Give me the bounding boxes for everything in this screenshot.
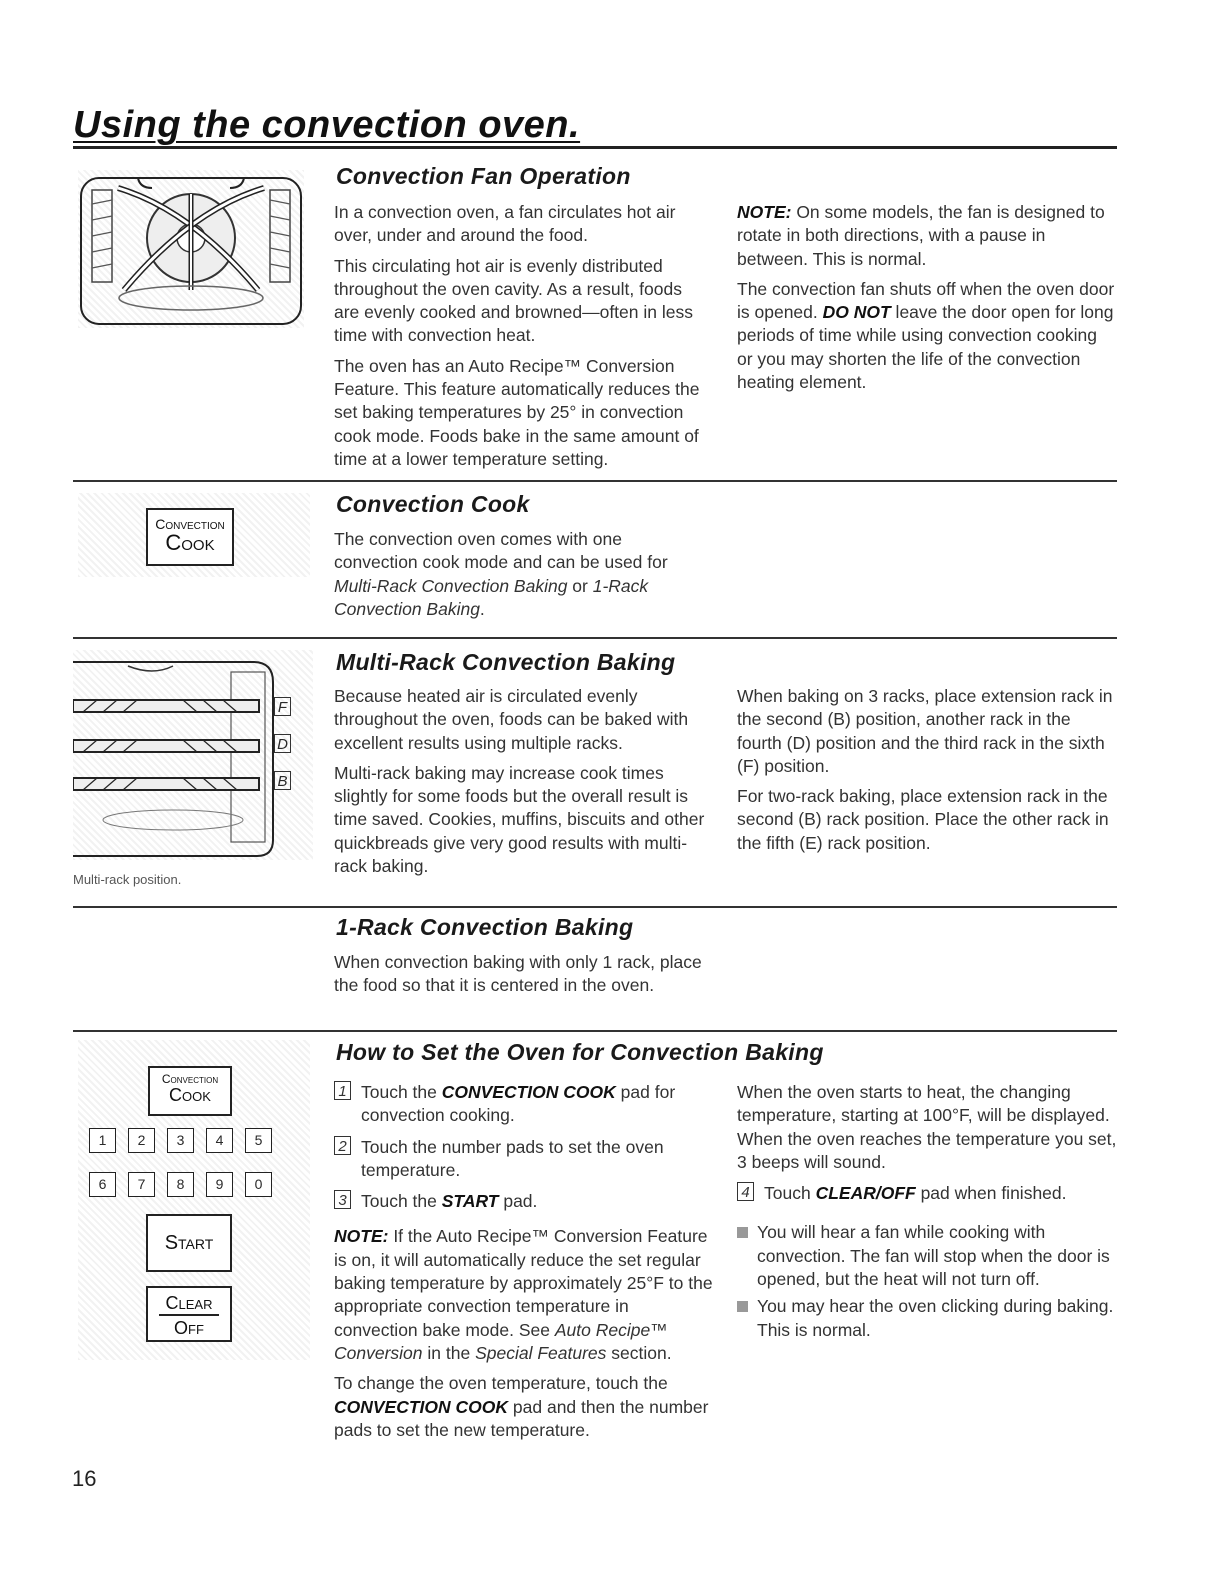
paragraph: When the oven starts to heat, the changing temperature, starting at 100°F, will be displayed. When the oven reaches the temperature you set, 3 beeps will sound. (737, 1082, 1117, 1172)
multi-rack-right-column (737, 685, 1117, 862)
step-4 (737, 1182, 1119, 1205)
note-label: NOTE: (737, 202, 792, 222)
clear-off-pad (146, 1286, 232, 1342)
section-divider (73, 480, 1117, 482)
section-heading-fan-operation: Convection Fan Operation (336, 163, 631, 189)
paragraph: When baking on 3 racks, place extension rack in the second (B) position, another rack in the fourth (D) position and the third rack in the sixth (F) position. (737, 686, 1113, 776)
bullet-text: You will hear a fan while cooking with convection. The fan will stop when the door is opened, but the heat will not turn off. (757, 1222, 1110, 1290)
how-to-right-column (737, 1081, 1119, 1346)
oven-racks-icon (73, 650, 313, 860)
how-to-left-column (334, 1081, 714, 1449)
emphasis: CONVECTION COOK (441, 1082, 616, 1102)
pad-label-bottom: Off (174, 1317, 204, 1338)
step-3 (334, 1190, 714, 1213)
italic-text: 1-Rack Convection Baking (334, 575, 649, 619)
pad-divider (159, 1314, 219, 1316)
text: pad and then the number pads to set the new temperature. (334, 1396, 709, 1440)
start-pad: Start (146, 1214, 232, 1272)
number-key-4: 4 (206, 1128, 233, 1153)
section-heading-convection-cook: Convection Cook (336, 491, 530, 517)
number-key-9: 9 (206, 1172, 233, 1197)
step-text: Touch the number pads to set the oven temperature. (361, 1136, 664, 1180)
section-heading-multi-rack: Multi-Rack Convection Baking (336, 649, 676, 675)
emphasis: CONVECTION COOK (334, 1396, 509, 1417)
text: Touch the (361, 1082, 442, 1102)
text: . (479, 598, 485, 619)
number-key-3: 3 (167, 1128, 194, 1153)
paragraph (334, 1372, 714, 1442)
paragraph (737, 278, 1115, 394)
number-key-1: 1 (89, 1128, 116, 1153)
text: If the Auto Recipe™ Conversion Feature is on, it will automatically reduce the set regular baking temperature by approximately 25°F to the appropriate convection temperature in convection bake mode. See (334, 1226, 713, 1340)
oven-fan-icon (78, 170, 304, 328)
bullet-list (737, 1221, 1119, 1341)
step-text (764, 1182, 1119, 1205)
italic-text: Multi-Rack Convection Baking (334, 575, 568, 596)
note-paragraph (737, 201, 1115, 271)
text: section. (606, 1342, 672, 1363)
section-heading-one-rack: 1-Rack Convection Baking (336, 914, 634, 940)
text: The convection fan shuts off when the oven door is opened. (737, 278, 1115, 323)
note-text: On some models, the fan is designed to rotate in both directions, with a pause in between. This is normal. (737, 202, 1105, 269)
title-rule (73, 146, 1117, 149)
paragraph: For two-rack baking, place extension rack in the second (B) rack position. Place the other rack in the fifth (E) rack position. (737, 786, 1109, 853)
text: Touch the (361, 1191, 442, 1212)
note-label: NOTE: (334, 1226, 389, 1247)
emphasis: CLEAR/OFF (815, 1183, 916, 1204)
paragraph (334, 528, 679, 621)
section-divider (73, 1030, 1117, 1032)
note-paragraph (334, 1225, 714, 1365)
section-divider (73, 906, 1117, 908)
illustration-caption: Multi-rack position. (73, 872, 182, 887)
pad-label-bottom: Cook (165, 530, 215, 555)
pad-label-bottom: Cook (169, 1085, 211, 1105)
text: in the (422, 1342, 476, 1363)
page-number: 16 (72, 1466, 97, 1491)
page-title: Using the convection oven. (73, 104, 581, 146)
text: or (567, 575, 593, 596)
step-text (361, 1190, 714, 1213)
fan-operation-right-column (737, 201, 1115, 401)
multi-rack-illustration (73, 650, 313, 860)
number-pad-row-1 (89, 1128, 272, 1153)
convection-cook-pad (146, 508, 234, 566)
step-number: 1 (334, 1081, 351, 1100)
italic-text: Auto Recipe™ Conversion (334, 1319, 668, 1363)
convection-cook-pad (148, 1066, 232, 1116)
step-2 (334, 1136, 714, 1183)
section-divider (73, 637, 1117, 639)
list-item (737, 1221, 1119, 1291)
step-text (361, 1081, 714, 1128)
section-heading-how-to-set: How to Set the Oven for Convection Baking (336, 1039, 824, 1065)
step-number: 2 (334, 1136, 351, 1155)
pad-label-top: Clear (165, 1293, 213, 1313)
number-key-6: 6 (89, 1172, 116, 1197)
number-pad-row-2 (89, 1172, 272, 1197)
list-item (737, 1295, 1119, 1342)
paragraph: This circulating hot air is evenly distributed throughout the oven cavity. As a result, foods are evenly cooked and browned—often in less time with convection heat. (334, 255, 693, 346)
number-key-8: 8 (167, 1172, 194, 1197)
multi-rack-left-column (334, 685, 710, 885)
step-number: 4 (737, 1182, 754, 1201)
number-key-0: 0 (245, 1172, 272, 1197)
text: pad. (498, 1191, 538, 1212)
text: To change the oven temperature, touch the (334, 1373, 668, 1394)
paragraph: Because heated air is circulated evenly throughout the oven, foods can be baked with excellent results using multiple racks. (334, 686, 689, 753)
oven-fan-illustration (78, 170, 304, 328)
paragraph: The oven has an Auto Recipe™ Conversion Feature. This feature automatically reduces the set baking temperatures by 25° in convection cook mode. Foods bake in the same amount of time at a lower temperature setting. (334, 355, 700, 469)
paragraph: When convection baking with only 1 rack, place the food so that it is centered in the oven. (334, 952, 702, 996)
paragraph: Multi-rack baking may increase cook times slightly for some foods but the overall result is time saved. Cookies, muffins, biscuits and other quickbreads give very good results with multi-rack baking. (334, 762, 705, 877)
rack-label-d: D (274, 734, 291, 753)
step-number: 3 (334, 1190, 351, 1209)
bullet-icon (737, 1227, 748, 1238)
italic-text: Special Features (475, 1342, 607, 1363)
text: Touch (764, 1183, 816, 1204)
rack-label-b: B (274, 771, 291, 790)
emphasis: START (441, 1191, 499, 1212)
text: pad when finished. (915, 1183, 1067, 1204)
pad-label-top: Convection (155, 516, 225, 532)
convection-cook-text (334, 528, 679, 628)
pad-label-top: Convection (161, 1072, 219, 1086)
step-1 (334, 1081, 714, 1128)
text: pad for convection cooking. (361, 1082, 676, 1126)
one-rack-text (334, 951, 724, 1005)
paragraph: In a convection oven, a fan circulates hot air over, under and around the food. (334, 202, 676, 246)
number-key-7: 7 (128, 1172, 155, 1197)
text: leave the door open for long periods of time while using convection cooking or you may shorten the life of the convection heating element. (737, 302, 1114, 393)
bullet-text: You may hear the oven clicking during baking. This is normal. (757, 1296, 1114, 1340)
fan-operation-left-column (334, 201, 710, 478)
text: The convection oven comes with one convection cook mode and can be used for (334, 529, 668, 573)
rack-label-f: F (274, 697, 291, 716)
bullet-icon (737, 1301, 748, 1312)
number-key-5: 5 (245, 1128, 272, 1153)
emphasis: DO NOT (822, 302, 891, 323)
number-key-2: 2 (128, 1128, 155, 1153)
